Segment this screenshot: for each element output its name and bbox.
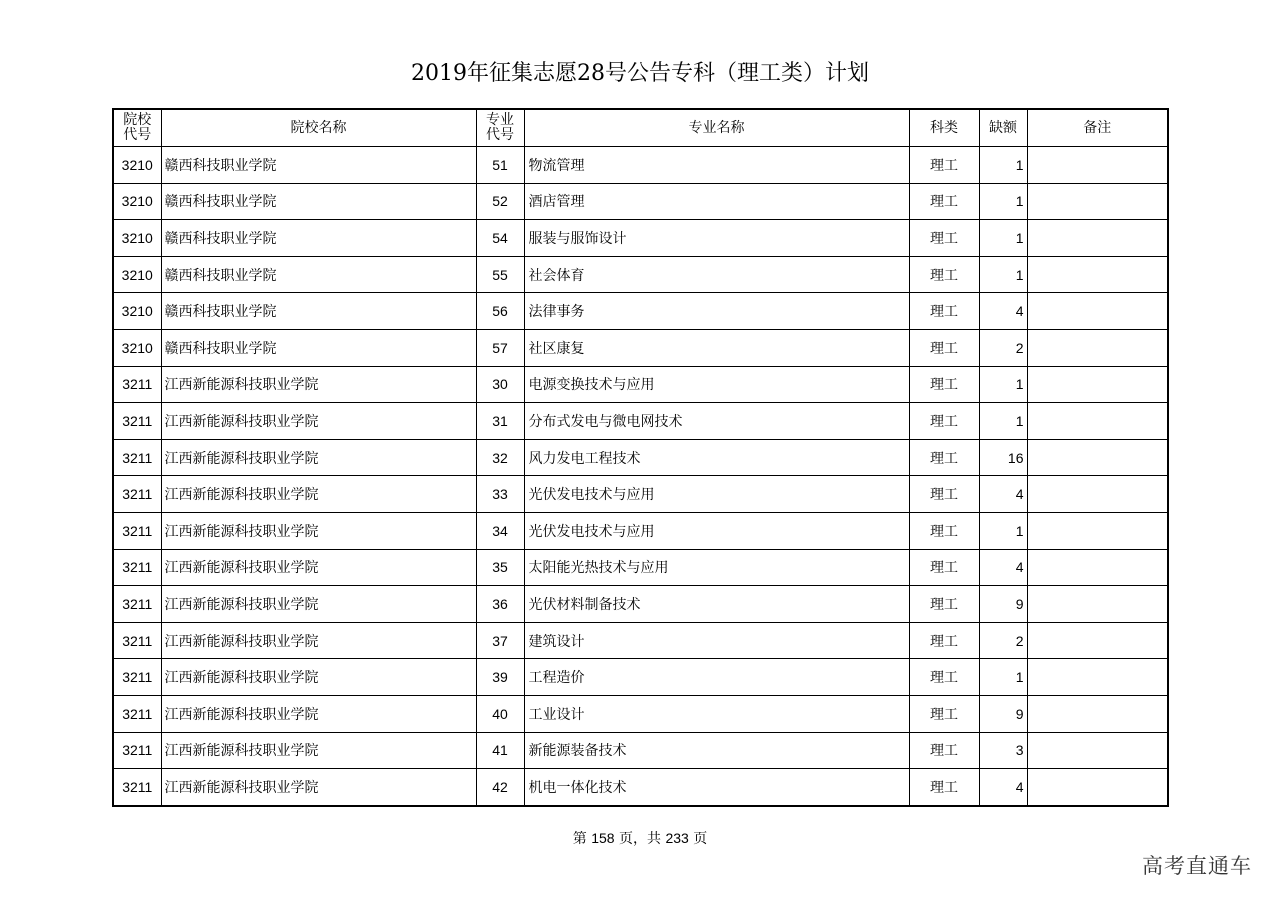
cell-school-name: 赣西科技职业学院: [161, 256, 476, 293]
cell-school-code: 3210: [113, 256, 161, 293]
cell-major-code: 31: [476, 403, 524, 440]
cell-note: [1027, 476, 1168, 513]
watermark: 高考直通车: [1142, 854, 1252, 878]
cell-school-code: 3211: [113, 403, 161, 440]
cell-major-name: 新能源装备技术: [524, 732, 909, 769]
cell-quota: 9: [979, 586, 1027, 623]
cell-major-code: 33: [476, 476, 524, 513]
cell-quota: 1: [979, 659, 1027, 696]
cell-category: 理工: [909, 403, 979, 440]
header-major-code-line1: 专业: [486, 112, 514, 128]
cell-note: [1027, 586, 1168, 623]
cell-note: [1027, 256, 1168, 293]
cell-category: 理工: [909, 586, 979, 623]
cell-school-code: 3211: [113, 512, 161, 549]
cell-major-name: 太阳能光热技术与应用: [524, 549, 909, 586]
cell-category: 理工: [909, 512, 979, 549]
cell-quota: 4: [979, 293, 1027, 330]
cell-major-code: 51: [476, 147, 524, 184]
cell-major-code: 35: [476, 549, 524, 586]
cell-school-name: 赣西科技职业学院: [161, 147, 476, 184]
table-header: [113, 109, 1168, 147]
table-row: [113, 256, 1168, 293]
cell-category: 理工: [909, 695, 979, 732]
cell-school-code: 3211: [113, 439, 161, 476]
cell-major-code: 40: [476, 695, 524, 732]
cell-note: [1027, 293, 1168, 330]
cell-note: [1027, 622, 1168, 659]
table-row: [113, 512, 1168, 549]
cell-category: 理工: [909, 183, 979, 220]
cell-school-code: 3211: [113, 366, 161, 403]
cell-quota: 16: [979, 439, 1027, 476]
cell-quota: 1: [979, 220, 1027, 257]
page-title: 2019年征集志愿28号公告专科（理工类）计划: [411, 61, 869, 86]
cell-major-code: 56: [476, 293, 524, 330]
header-major-code: [476, 109, 524, 147]
cell-quota: 4: [979, 549, 1027, 586]
cell-major-name: 分布式发电与微电网技术: [524, 403, 909, 440]
table-row: [113, 293, 1168, 330]
table-row: [113, 586, 1168, 623]
cell-major-code: 42: [476, 769, 524, 806]
cell-major-name: 社会体育: [524, 256, 909, 293]
cell-note: [1027, 183, 1168, 220]
table-row: [113, 403, 1168, 440]
cell-note: [1027, 439, 1168, 476]
cell-note: [1027, 366, 1168, 403]
table-row: [113, 366, 1168, 403]
cell-category: 理工: [909, 147, 979, 184]
cell-major-name: 社区康复: [524, 329, 909, 366]
cell-school-name: 江西新能源科技职业学院: [161, 622, 476, 659]
table-row: [113, 732, 1168, 769]
cell-major-code: 34: [476, 512, 524, 549]
footer-middle: 页，共: [614, 831, 666, 847]
cell-school-code: 3211: [113, 549, 161, 586]
cell-quota: 1: [979, 183, 1027, 220]
cell-school-code: 3210: [113, 147, 161, 184]
cell-school-name: 江西新能源科技职业学院: [161, 695, 476, 732]
footer-prefix: 第: [572, 831, 592, 847]
cell-major-name: 物流管理: [524, 147, 909, 184]
table-row: [113, 329, 1168, 366]
header-note: 备注: [1027, 109, 1168, 147]
cell-note: [1027, 695, 1168, 732]
cell-school-name: 江西新能源科技职业学院: [161, 403, 476, 440]
cell-quota: 1: [979, 147, 1027, 184]
table-row: [113, 439, 1168, 476]
table-row: [113, 476, 1168, 513]
cell-school-name: 赣西科技职业学院: [161, 183, 476, 220]
table-row: [113, 659, 1168, 696]
cell-major-name: 机电一体化技术: [524, 769, 909, 806]
cell-note: [1027, 732, 1168, 769]
cell-school-name: 江西新能源科技职业学院: [161, 366, 476, 403]
table-row: [113, 147, 1168, 184]
footer-total-pages: 233: [665, 830, 689, 846]
header-quota: 缺额: [979, 109, 1027, 147]
cell-school-name: 赣西科技职业学院: [161, 293, 476, 330]
header-school-name: 院校名称: [161, 109, 476, 147]
cell-note: [1027, 403, 1168, 440]
cell-quota: 1: [979, 512, 1027, 549]
cell-note: [1027, 659, 1168, 696]
cell-note: [1027, 769, 1168, 806]
cell-school-name: 赣西科技职业学院: [161, 329, 476, 366]
cell-note: [1027, 147, 1168, 184]
cell-major-name: 工业设计: [524, 695, 909, 732]
cell-quota: 1: [979, 256, 1027, 293]
cell-school-name: 江西新能源科技职业学院: [161, 549, 476, 586]
cell-category: 理工: [909, 366, 979, 403]
table-row: [113, 220, 1168, 257]
cell-school-code: 3211: [113, 732, 161, 769]
page-footer: [0, 828, 1280, 849]
cell-category: 理工: [909, 549, 979, 586]
cell-quota: 2: [979, 329, 1027, 366]
header-major-name: 专业名称: [524, 109, 909, 147]
cell-quota: 2: [979, 622, 1027, 659]
cell-school-code: 3210: [113, 329, 161, 366]
cell-category: 理工: [909, 622, 979, 659]
footer-page-number: 158: [591, 830, 615, 846]
cell-major-name: 服装与服饰设计: [524, 220, 909, 257]
cell-category: 理工: [909, 732, 979, 769]
header-school-code: [113, 109, 161, 147]
cell-quota: 1: [979, 366, 1027, 403]
cell-major-name: 工程造价: [524, 659, 909, 696]
cell-school-code: 3210: [113, 293, 161, 330]
cell-category: 理工: [909, 439, 979, 476]
cell-major-code: 52: [476, 183, 524, 220]
cell-major-code: 30: [476, 366, 524, 403]
cell-major-name: 电源变换技术与应用: [524, 366, 909, 403]
cell-category: 理工: [909, 476, 979, 513]
cell-major-name: 建筑设计: [524, 622, 909, 659]
cell-category: 理工: [909, 293, 979, 330]
table-row: [113, 695, 1168, 732]
cell-major-code: 39: [476, 659, 524, 696]
cell-school-name: 江西新能源科技职业学院: [161, 439, 476, 476]
cell-major-code: 37: [476, 622, 524, 659]
cell-school-code: 3210: [113, 220, 161, 257]
cell-major-name: 法律事务: [524, 293, 909, 330]
cell-major-code: 55: [476, 256, 524, 293]
cell-quota: 1: [979, 403, 1027, 440]
cell-major-name: 光伏发电技术与应用: [524, 512, 909, 549]
cell-major-code: 36: [476, 586, 524, 623]
cell-quota: 9: [979, 695, 1027, 732]
footer-suffix: 页: [688, 831, 708, 847]
cell-quota: 3: [979, 732, 1027, 769]
cell-quota: 4: [979, 476, 1027, 513]
cell-category: 理工: [909, 659, 979, 696]
cell-major-code: 32: [476, 439, 524, 476]
cell-major-code: 41: [476, 732, 524, 769]
cell-note: [1027, 549, 1168, 586]
header-major-code-line2: 代号: [486, 127, 514, 143]
cell-major-name: 光伏材料制备技术: [524, 586, 909, 623]
header-category: 科类: [909, 109, 979, 147]
cell-school-code: 3211: [113, 476, 161, 513]
header-school-code-line1: 院校: [123, 112, 152, 128]
cell-school-name: 江西新能源科技职业学院: [161, 732, 476, 769]
header-school-code-line2: 代号: [123, 127, 152, 143]
cell-note: [1027, 329, 1168, 366]
cell-school-code: 3211: [113, 622, 161, 659]
header-row: [113, 109, 1168, 147]
cell-major-name: 酒店管理: [524, 183, 909, 220]
cell-school-code: 3210: [113, 183, 161, 220]
cell-category: 理工: [909, 256, 979, 293]
cell-category: 理工: [909, 220, 979, 257]
cell-category: 理工: [909, 329, 979, 366]
cell-school-name: 江西新能源科技职业学院: [161, 512, 476, 549]
cell-major-name: 风力发电工程技术: [524, 439, 909, 476]
cell-school-name: 赣西科技职业学院: [161, 220, 476, 257]
cell-school-name: 江西新能源科技职业学院: [161, 586, 476, 623]
table-row: [113, 622, 1168, 659]
cell-school-name: 江西新能源科技职业学院: [161, 476, 476, 513]
cell-category: 理工: [909, 769, 979, 806]
cell-school-code: 3211: [113, 586, 161, 623]
cell-school-code: 3211: [113, 695, 161, 732]
cell-quota: 4: [979, 769, 1027, 806]
table-row: [113, 183, 1168, 220]
cell-school-name: 江西新能源科技职业学院: [161, 769, 476, 806]
cell-major-code: 54: [476, 220, 524, 257]
cell-school-name: 江西新能源科技职业学院: [161, 659, 476, 696]
cell-note: [1027, 512, 1168, 549]
table-row: [113, 769, 1168, 806]
table-row: [113, 549, 1168, 586]
table-body: [113, 147, 1168, 806]
cell-school-code: 3211: [113, 769, 161, 806]
cell-major-name: 光伏发电技术与应用: [524, 476, 909, 513]
cell-note: [1027, 220, 1168, 257]
admission-plan-table: [112, 108, 1169, 807]
cell-school-code: 3211: [113, 659, 161, 696]
cell-major-code: 57: [476, 329, 524, 366]
